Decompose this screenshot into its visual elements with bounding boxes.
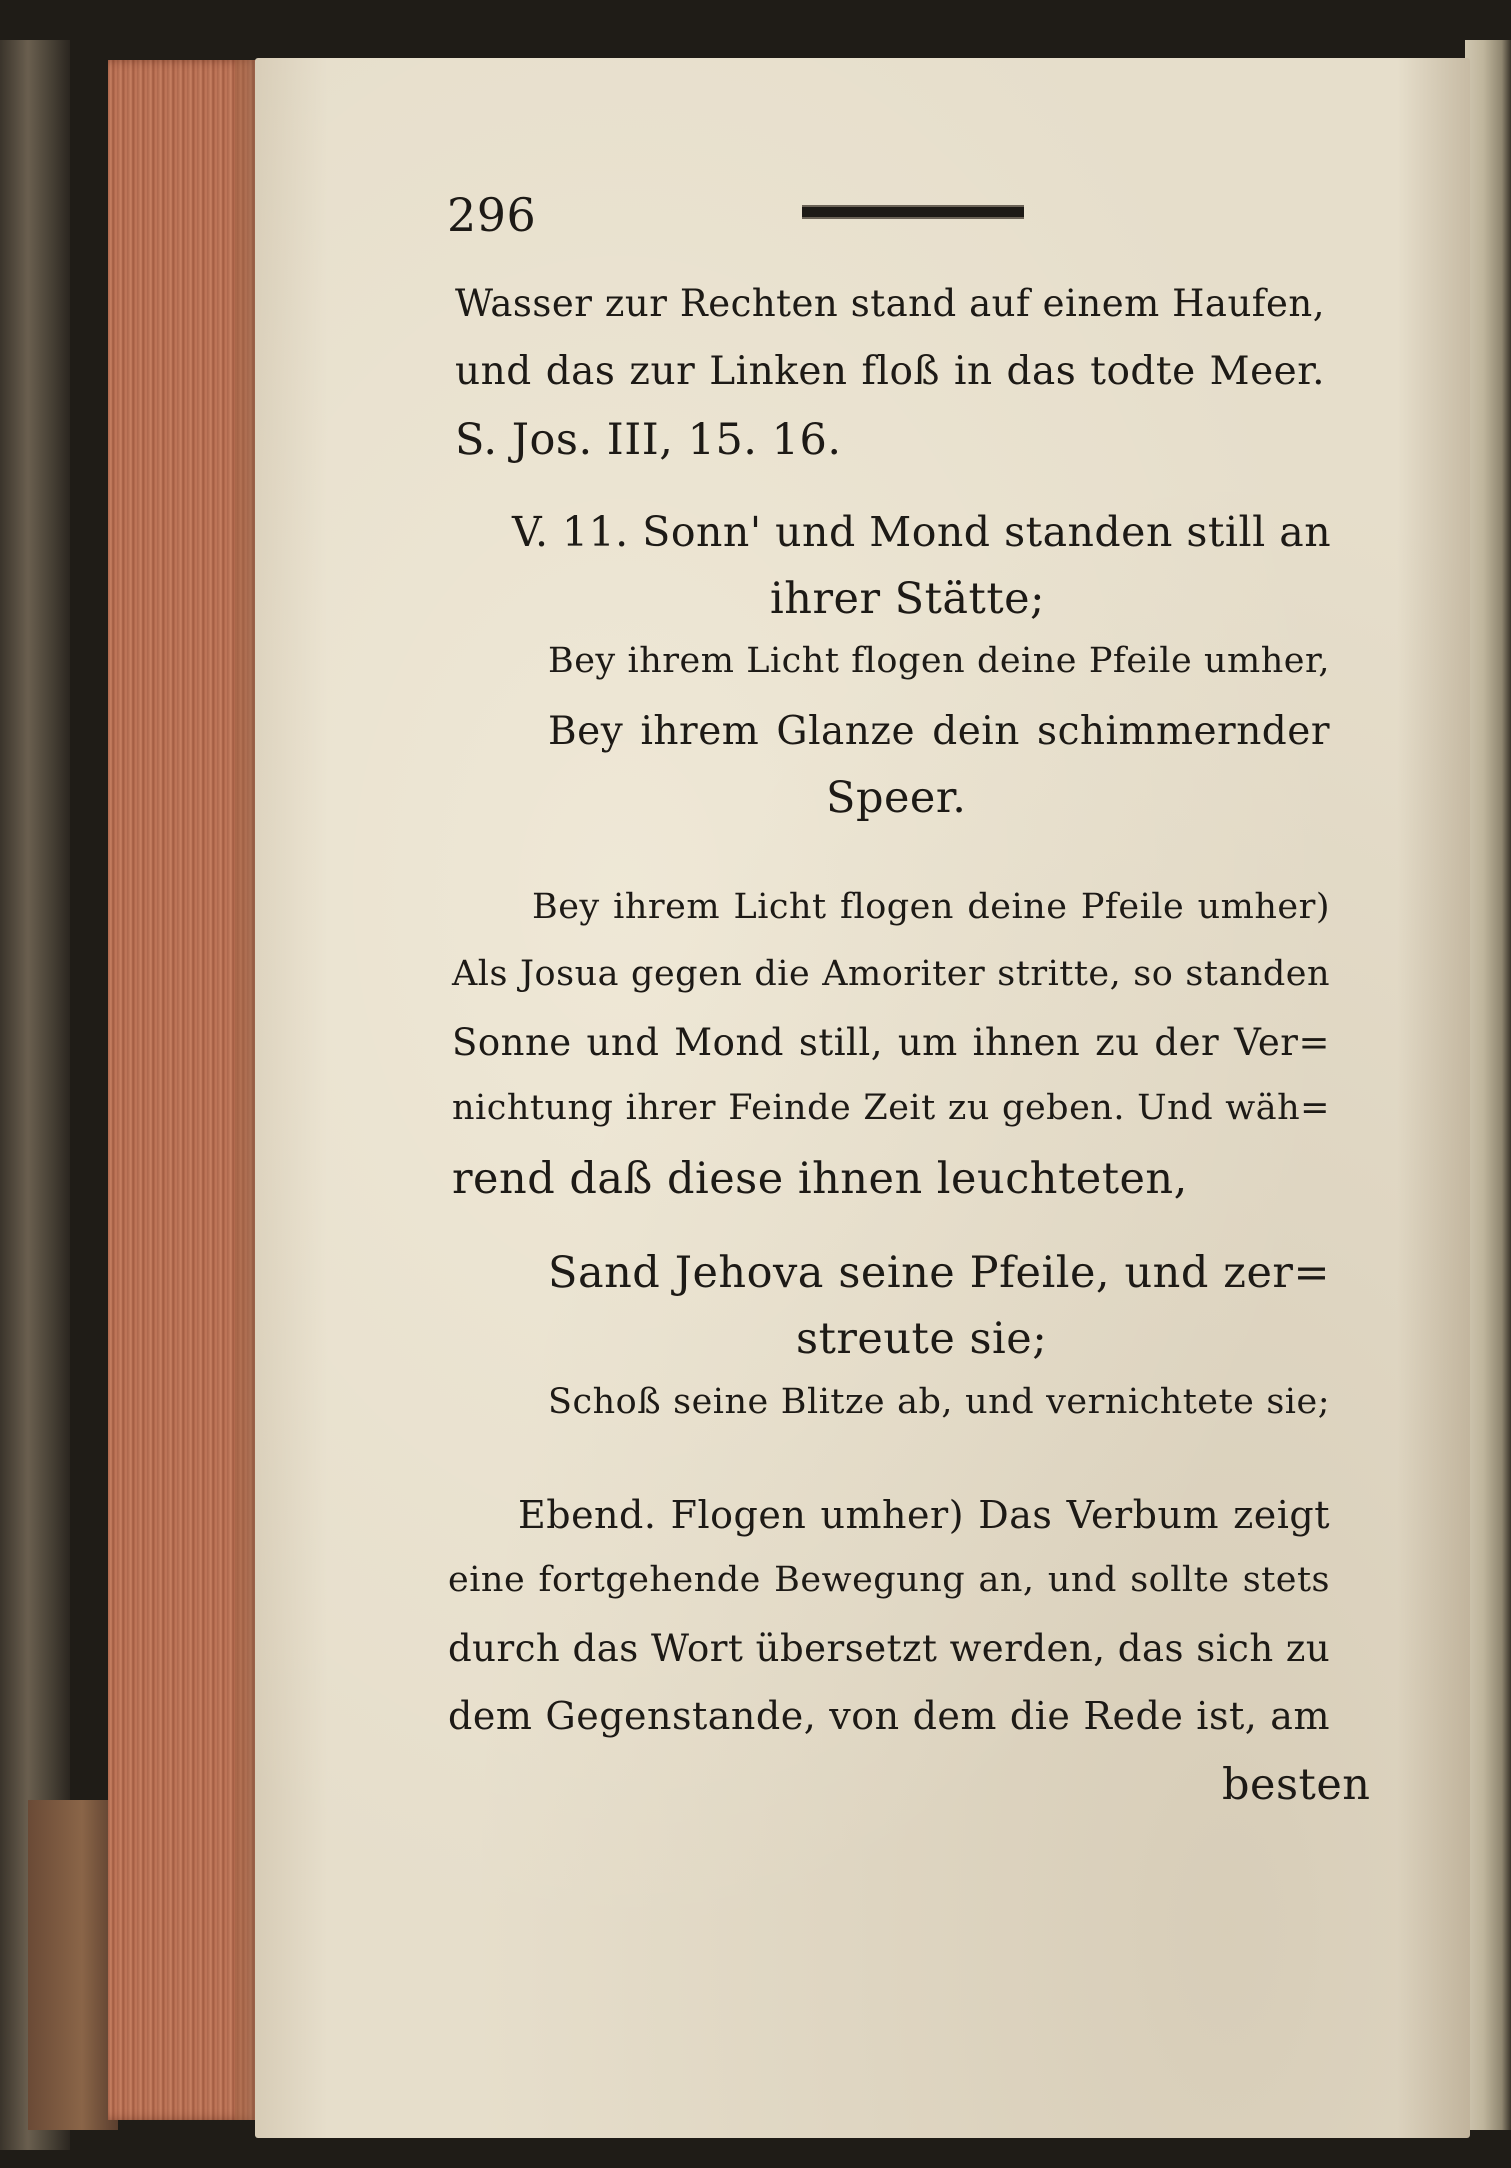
book-cover-corner — [28, 1800, 118, 2130]
verse-line: Sand Jehova seine Pfeile, und zer= — [548, 1248, 1330, 1298]
verse-line: Speer. — [826, 773, 967, 823]
verse-line: Schoß seine Blitze ab, und vernichtete sie; — [548, 1382, 1330, 1422]
text-line: durch das Wort übersetzt werden, das sich zu — [448, 1627, 1331, 1670]
text-line: Als Josua gegen die Amoriter stritte, so standen — [452, 954, 1330, 994]
catchword: besten — [1222, 1760, 1371, 1810]
verse-line: Bey ihrem Licht flogen deine Pfeile umher, — [548, 641, 1330, 681]
text-line: Wasser zur Rechten stand auf einem Haufen, — [455, 282, 1325, 325]
text-line: Sonne und Mond still, um ihnen zu der Ver= — [452, 1021, 1330, 1064]
text-line: Bey ihrem Licht flogen deine Pfeile umher) — [532, 887, 1330, 927]
text-line: nichtung ihrer Feinde Zeit zu geben. Und wäh= — [452, 1088, 1330, 1128]
text-line: dem Gegenstande, von dem die Rede ist, am — [448, 1694, 1330, 1738]
page-number: 296 — [447, 188, 537, 242]
page-edges-right — [1465, 40, 1511, 2130]
text-line: S. Jos. III, 15. 16. — [455, 415, 842, 465]
text-line: Ebend. Flogen umher) Das Verbum zeigt — [518, 1493, 1330, 1537]
verse-line: Bey ihrem Glanze dein schimmernder — [548, 709, 1330, 754]
verse-line: streute sie; — [796, 1314, 1048, 1364]
text-line: und das zur Linken floß in das todte Meer. — [455, 349, 1325, 394]
header-rule — [802, 205, 1024, 219]
verse-line: V. 11. Sonn' und Mond standen still an — [512, 508, 1332, 556]
verse-line: ihrer Stätte; — [770, 574, 1046, 624]
text-line: eine fortgehende Bewegung an, und sollte stets — [448, 1560, 1330, 1600]
text-line: rend daß diese ihnen leuchteten, — [452, 1154, 1188, 1204]
